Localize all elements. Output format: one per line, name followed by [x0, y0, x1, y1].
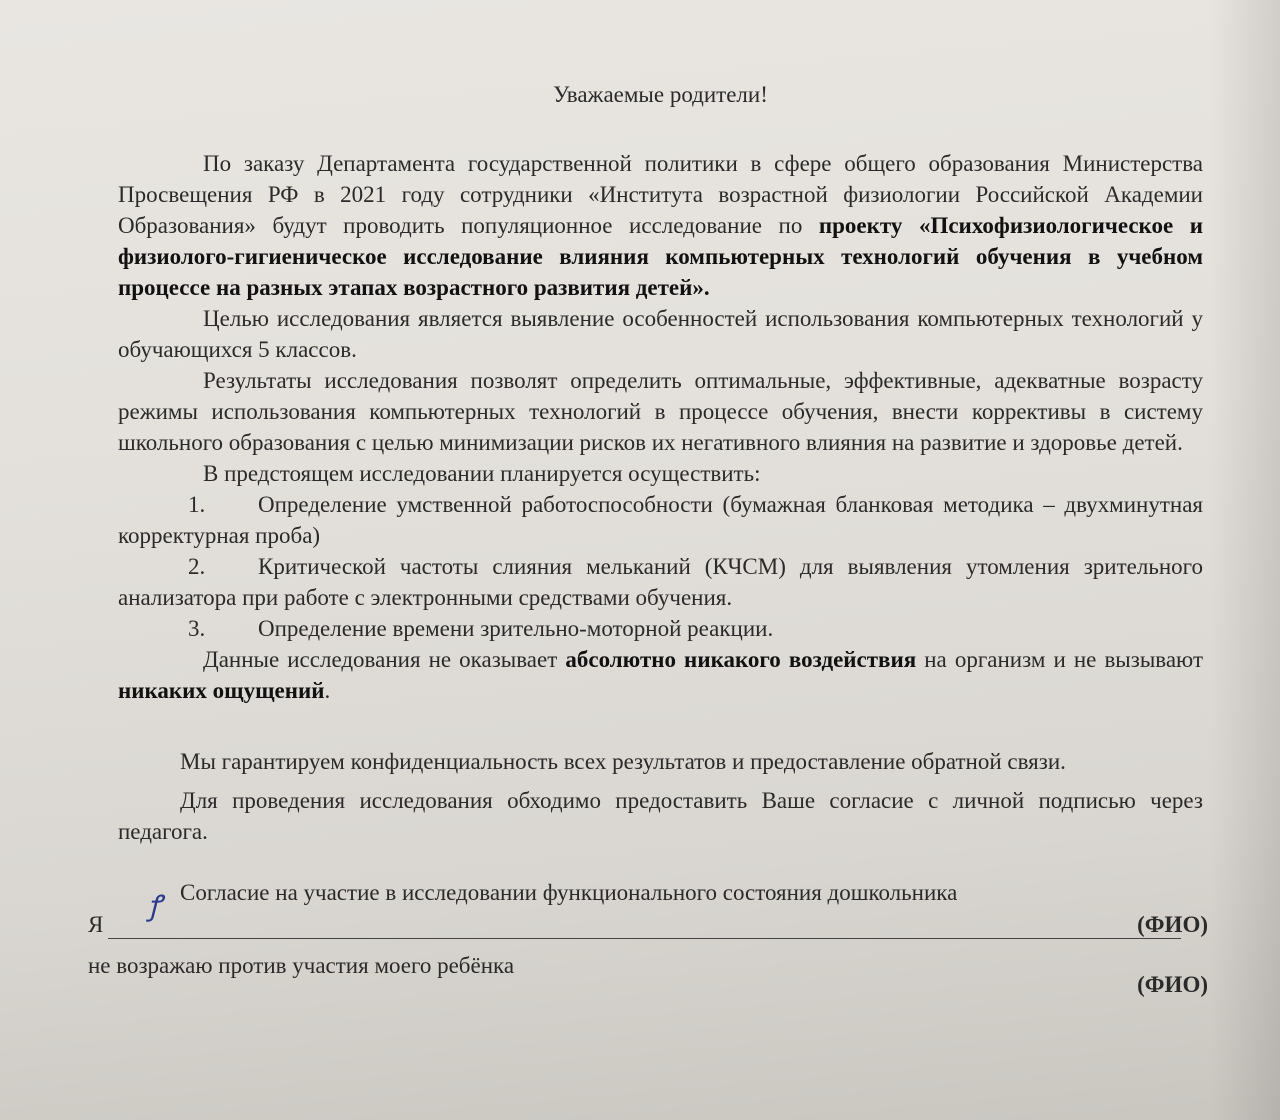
safety-text-3: . [324, 678, 331, 703]
safety-text-2: на организм и не вызывают [916, 647, 1203, 672]
document-title: Уважаемые родители! [553, 82, 768, 107]
pen-mark-icon: ꝭ [148, 891, 162, 922]
consent-title: Согласие на участие в исследовании функционального состояния дошкольника [180, 880, 958, 905]
fio-label: (ФИО) [1137, 912, 1208, 937]
paragraph-goal: Целью исследования является выявление особенностей использования компьютерных технологий у обучающихся 5 классов. [118, 306, 1203, 362]
safety-text-1: Данные исследования не оказывает [203, 647, 566, 672]
list-item-2 [118, 551, 1203, 613]
consent-label-i: Я [88, 912, 104, 937]
list-item-1 [118, 489, 1203, 551]
fio-label-child: (ФИО) [1137, 972, 1208, 997]
consent-child-text: не возражаю против участия моего ребёнка [88, 953, 515, 978]
document-body [88, 82, 1208, 997]
paragraph-results: Результаты исследования позволят определить оптимальные, эффективные, адекватные возрасту режимы использования компьютерных технологий в процессе обучения, внести коррективы в систему школьного образования с целью минимизации рисков их негативного влияния на развитие и здоровье детей. [118, 368, 1203, 455]
paragraph-consent-request: Для проведения исследования обходимо предоставить Ваше согласие с личной подписью через педагога. [118, 788, 1203, 844]
paragraph-intro-bold: проекту «Психофизиологическое и физиолого-гигиеническое исследование влияния компьютерных технологий обучения в учебном процессе на разных этапах возрастного развития детей». [118, 213, 1204, 300]
safety-bold-2: никаких ощущений [118, 678, 325, 703]
paragraph-safety [118, 644, 1203, 706]
signature-line [108, 938, 1181, 939]
list-text: Критической частоты слияния мельканий (КЧСМ) для выявления утомления зрительного анализатора при работе с электронными средствами обучения. [118, 554, 1203, 610]
paragraph-plan: В предстоящем исследовании планируется осуществить: [203, 461, 761, 486]
safety-bold-1: абсолютно никакого воздействия [565, 647, 917, 672]
list-text: Определение времени зрительно-моторной реакции. [258, 616, 774, 641]
list-number: 1. [188, 492, 206, 517]
paragraph-intro-text: По заказу Департамента государственной политики в сфере общего образования Министерства Просвещения РФ в 2021 году сотрудники «Института возрастной физиологии Российской Академии Образования» будут проводить популяционное исследование по [118, 151, 1203, 238]
spacer [118, 706, 1203, 746]
paragraph-intro [118, 148, 1203, 303]
list-item-3 [118, 613, 1203, 644]
page-shadow [1210, 0, 1280, 1120]
list-text: Определение умственной работоспособности (бумажная бланковая методика – двухминутная корректурная проба) [118, 492, 1203, 548]
list-number: 2. [188, 554, 206, 579]
paragraph-confidentiality: Мы гарантируем конфиденциальность всех результатов и предоставление обратной связи. [180, 749, 1066, 774]
list-number: 3. [188, 616, 206, 641]
consent-child-row [88, 950, 1208, 997]
